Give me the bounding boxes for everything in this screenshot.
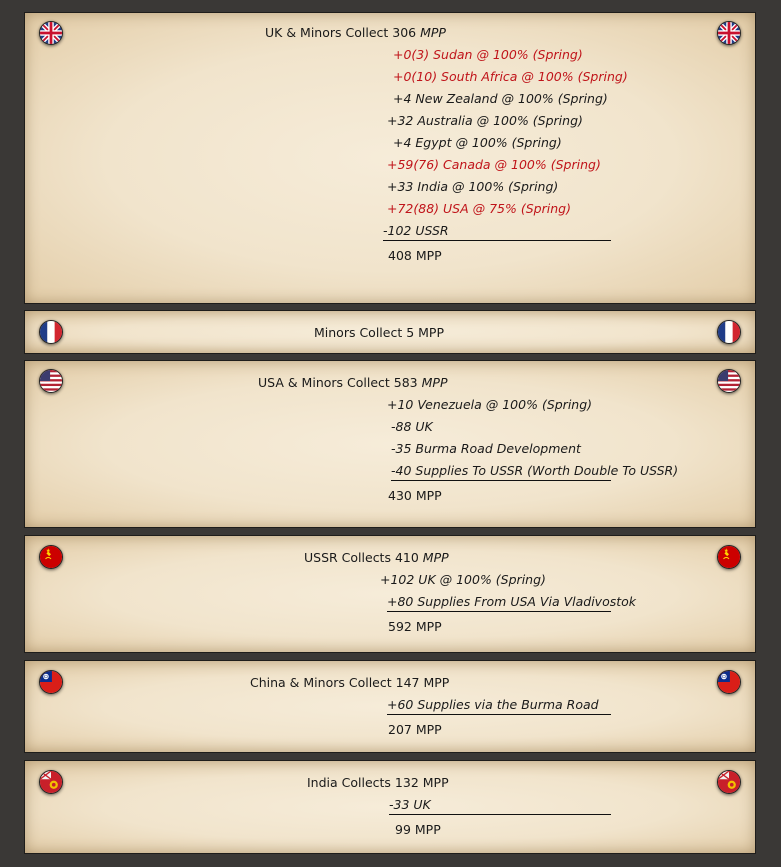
title-unit: MPP — [420, 25, 446, 40]
income-line: +60 Supplies via the Burma Road — [387, 697, 611, 715]
ussr-flag-icon — [717, 545, 741, 569]
panel-title — [307, 775, 449, 790]
india-flag-icon — [39, 770, 63, 794]
panel-title — [265, 25, 446, 40]
title-label: USSR Collects 410 — [304, 550, 419, 565]
ussr-collection-panel — [24, 535, 756, 653]
panel-title — [314, 325, 444, 340]
income-line: +59(76) Canada @ 100% (Spring) — [387, 157, 601, 172]
uk-flag-icon — [717, 21, 741, 45]
income-line: +102 UK @ 100% (Spring) — [380, 572, 546, 587]
income-line: -35 Burma Road Development — [391, 441, 581, 456]
usa-collection-panel — [24, 360, 756, 528]
usa-flag-icon — [39, 369, 63, 393]
income-line: +10 Venezuela @ 100% (Spring) — [387, 397, 593, 412]
china-flag-icon — [717, 670, 741, 694]
income-line: -102 USSR — [383, 223, 611, 241]
title-label: India Collects 132 MPP — [307, 775, 449, 790]
china-collection-panel — [24, 660, 756, 753]
ussr-flag-icon — [39, 545, 63, 569]
india-flag-icon — [717, 770, 741, 794]
title-label: Minors Collect 5 MPP — [314, 325, 444, 340]
panel-total: 99 MPP — [395, 822, 441, 837]
france-flag-icon — [39, 320, 63, 344]
income-line: -88 UK — [391, 419, 433, 434]
title-unit: MPP — [421, 375, 448, 390]
income-line: +4 Egypt @ 100% (Spring) — [393, 135, 562, 150]
france-collection-panel — [24, 310, 756, 354]
panel-total: 207 MPP — [388, 722, 442, 737]
uk-flag-icon — [39, 21, 63, 45]
china-flag-icon — [39, 670, 63, 694]
income-line: +72(88) USA @ 75% (Spring) — [387, 201, 571, 216]
income-line: +0(3) Sudan @ 100% (Spring) — [393, 47, 583, 62]
income-line: +4 New Zealand @ 100% (Spring) — [393, 91, 608, 106]
panel-total: 408 MPP — [388, 248, 442, 263]
usa-flag-icon — [717, 369, 741, 393]
panel-title — [304, 550, 449, 565]
title-label: China & Minors Collect 147 MPP — [250, 675, 450, 690]
income-line: +33 India @ 100% (Spring) — [387, 179, 559, 194]
income-line: +32 Australia @ 100% (Spring) — [387, 113, 583, 128]
title-label: UK & Minors Collect 306 — [265, 25, 417, 40]
income-line: +80 Supplies From USA Via Vladivostok — [387, 594, 611, 612]
uk-collection-panel — [24, 12, 756, 304]
income-line: -33 UK — [389, 797, 611, 815]
title-unit: MPP — [422, 550, 449, 565]
panel-total: 592 MPP — [388, 619, 442, 634]
panel-total: 430 MPP — [388, 488, 442, 503]
income-line: -40 Supplies To USSR (Worth Double To USSR) — [391, 463, 611, 481]
title-label: USA & Minors Collect 583 — [258, 375, 418, 390]
france-flag-icon — [717, 320, 741, 344]
panel-title — [258, 375, 448, 390]
panel-title — [250, 675, 449, 690]
income-line: +0(10) South Africa @ 100% (Spring) — [393, 69, 628, 84]
india-collection-panel — [24, 760, 756, 854]
